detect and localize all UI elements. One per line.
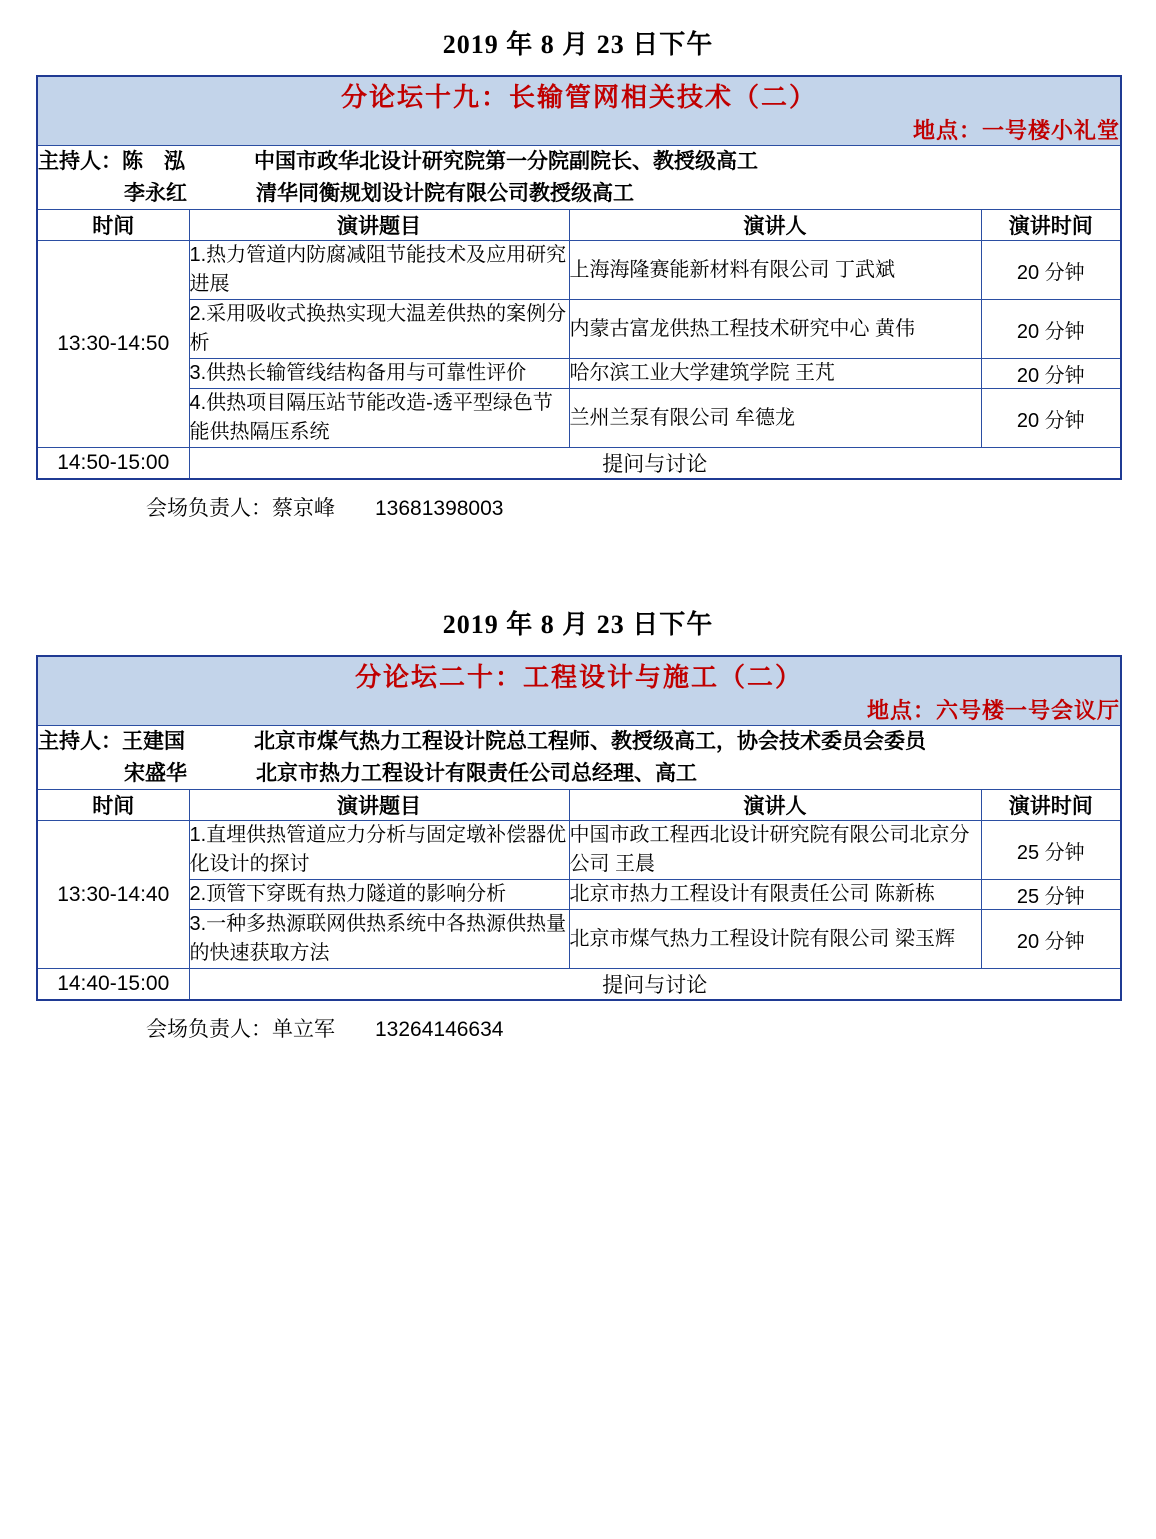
host-row [37, 726, 1121, 790]
speaker-cell: 中国市政工程西北设计研究院有限公司北京分公司 王晨 [569, 821, 981, 880]
column-header-topic: 演讲题目 [189, 210, 569, 241]
section-gap [36, 522, 1120, 580]
speaker-cell: 兰州兰泵有限公司 牟德龙 [569, 389, 981, 448]
forum-section-20 [36, 604, 1120, 1043]
duration-cell: 20 分钟 [981, 389, 1121, 448]
host-line-1 [38, 146, 1120, 178]
column-header-time: 时间 [37, 790, 189, 821]
host-label: 主持人： [38, 150, 122, 173]
forum-title: 分论坛二十：工程设计与施工（二） [355, 662, 804, 692]
forum-schedule-table [36, 655, 1122, 1001]
topic-cell: 1.直埋供热管道应力分析与固定墩补偿器优化设计的探讨 [189, 821, 569, 880]
duration-cell: 25 分钟 [981, 821, 1121, 880]
qa-row [37, 448, 1121, 480]
time-block: 13:30-14:40 [37, 821, 189, 969]
venue-manager-line [36, 480, 1120, 522]
forum-section-19 [36, 24, 1120, 522]
duration-cell: 25 分钟 [981, 880, 1121, 910]
column-header-topic: 演讲题目 [189, 790, 569, 821]
topic-cell: 4.供热项目隔压站节能改造-透平型绿色节能供热隔压系统 [189, 389, 569, 448]
table-row [37, 241, 1121, 300]
table-row [37, 389, 1121, 448]
qa-label: 提问与讨论 [189, 448, 1121, 480]
table-row [37, 300, 1121, 359]
column-header-row [37, 210, 1121, 241]
host-cell [37, 146, 1121, 210]
venue-manager-label: 会场负责人：蔡京峰 [146, 497, 335, 520]
host-title-2: 清华同衡规划设计院有限公司教授级高工 [256, 181, 634, 205]
time-block: 13:30-14:50 [37, 241, 189, 448]
column-header-speaker: 演讲人 [569, 790, 981, 821]
qa-label: 提问与讨论 [189, 969, 1121, 1001]
topic-cell: 3.一种多热源联网供热系统中各热源供热量的快速获取方法 [189, 910, 569, 969]
qa-time: 14:50-15:00 [37, 448, 189, 480]
speaker-cell: 哈尔滨工业大学建筑学院 王芃 [569, 359, 981, 389]
qa-row [37, 969, 1121, 1001]
venue-cell [37, 694, 1121, 726]
table-row [37, 359, 1121, 389]
topic-cell: 3.供热长输管线结构备用与可靠性评价 [189, 359, 569, 389]
venue-manager-line [36, 1001, 1120, 1043]
duration-cell: 20 分钟 [981, 910, 1121, 969]
host-line-2 [38, 178, 1120, 210]
venue-manager-label: 会场负责人：单立军 [146, 1018, 335, 1041]
document-page [0, 24, 1156, 1043]
topic-cell: 2.采用吸收式换热实现大温差供热的案例分析 [189, 300, 569, 359]
host-title-2: 北京市热力工程设计有限责任公司总经理、高工 [256, 761, 697, 785]
column-header-duration: 演讲时间 [981, 790, 1121, 821]
host-name-1: 陈 泓 [122, 150, 185, 173]
host-name-2: 李永红 [124, 181, 187, 205]
host-cell [37, 726, 1121, 790]
column-header-row [37, 790, 1121, 821]
venue-label: 地点：一号楼小礼堂 [913, 118, 1121, 143]
host-title-1: 北京市煤气热力工程设计院总工程师、教授级高工，协会技术委员会委员 [254, 730, 926, 753]
column-header-time: 时间 [37, 210, 189, 241]
column-header-duration: 演讲时间 [981, 210, 1121, 241]
forum-title-row [37, 656, 1121, 694]
table-row [37, 821, 1121, 880]
venue-label: 地点：六号楼一号会议厅 [867, 698, 1121, 723]
speaker-cell: 北京市热力工程设计有限责任公司 陈新栋 [569, 880, 981, 910]
duration-cell: 20 分钟 [981, 300, 1121, 359]
column-header-speaker: 演讲人 [569, 210, 981, 241]
forum-title: 分论坛十九：长输管网相关技术（二） [341, 82, 818, 112]
forum-title-row [37, 76, 1121, 114]
venue-row [37, 694, 1121, 726]
host-row [37, 146, 1121, 210]
host-name-1: 王建国 [122, 730, 185, 753]
venue-manager-phone: 13264146634 [375, 1018, 504, 1041]
section-date: 2019 年 8 月 23 日下午 [442, 30, 714, 59]
venue-cell [37, 114, 1121, 146]
topic-cell: 1.热力管道内防腐减阻节能技术及应用研究进展 [189, 241, 569, 300]
table-row [37, 880, 1121, 910]
host-name-2: 宋盛华 [124, 761, 187, 785]
forum-schedule-table [36, 75, 1122, 480]
forum-title-cell [37, 656, 1121, 694]
host-line-1 [38, 726, 1120, 758]
speaker-cell: 北京市煤气热力工程设计院有限公司 梁玉辉 [569, 910, 981, 969]
table-row [37, 910, 1121, 969]
host-line-2 [38, 758, 1120, 790]
speaker-cell: 上海海隆赛能新材料有限公司 丁武斌 [569, 241, 981, 300]
qa-time: 14:40-15:00 [37, 969, 189, 1001]
forum-title-cell [37, 76, 1121, 114]
section-date: 2019 年 8 月 23 日下午 [442, 610, 714, 639]
host-title-1: 中国市政华北设计研究院第一分院副院长、教授级高工 [254, 150, 758, 173]
venue-manager-phone: 13681398003 [375, 497, 504, 520]
duration-cell: 20 分钟 [981, 241, 1121, 300]
speaker-cell: 内蒙古富龙供热工程技术研究中心 黄伟 [569, 300, 981, 359]
duration-cell: 20 分钟 [981, 359, 1121, 389]
host-label: 主持人： [38, 730, 122, 753]
venue-row [37, 114, 1121, 146]
topic-cell: 2.顶管下穿既有热力隧道的影响分析 [189, 880, 569, 910]
